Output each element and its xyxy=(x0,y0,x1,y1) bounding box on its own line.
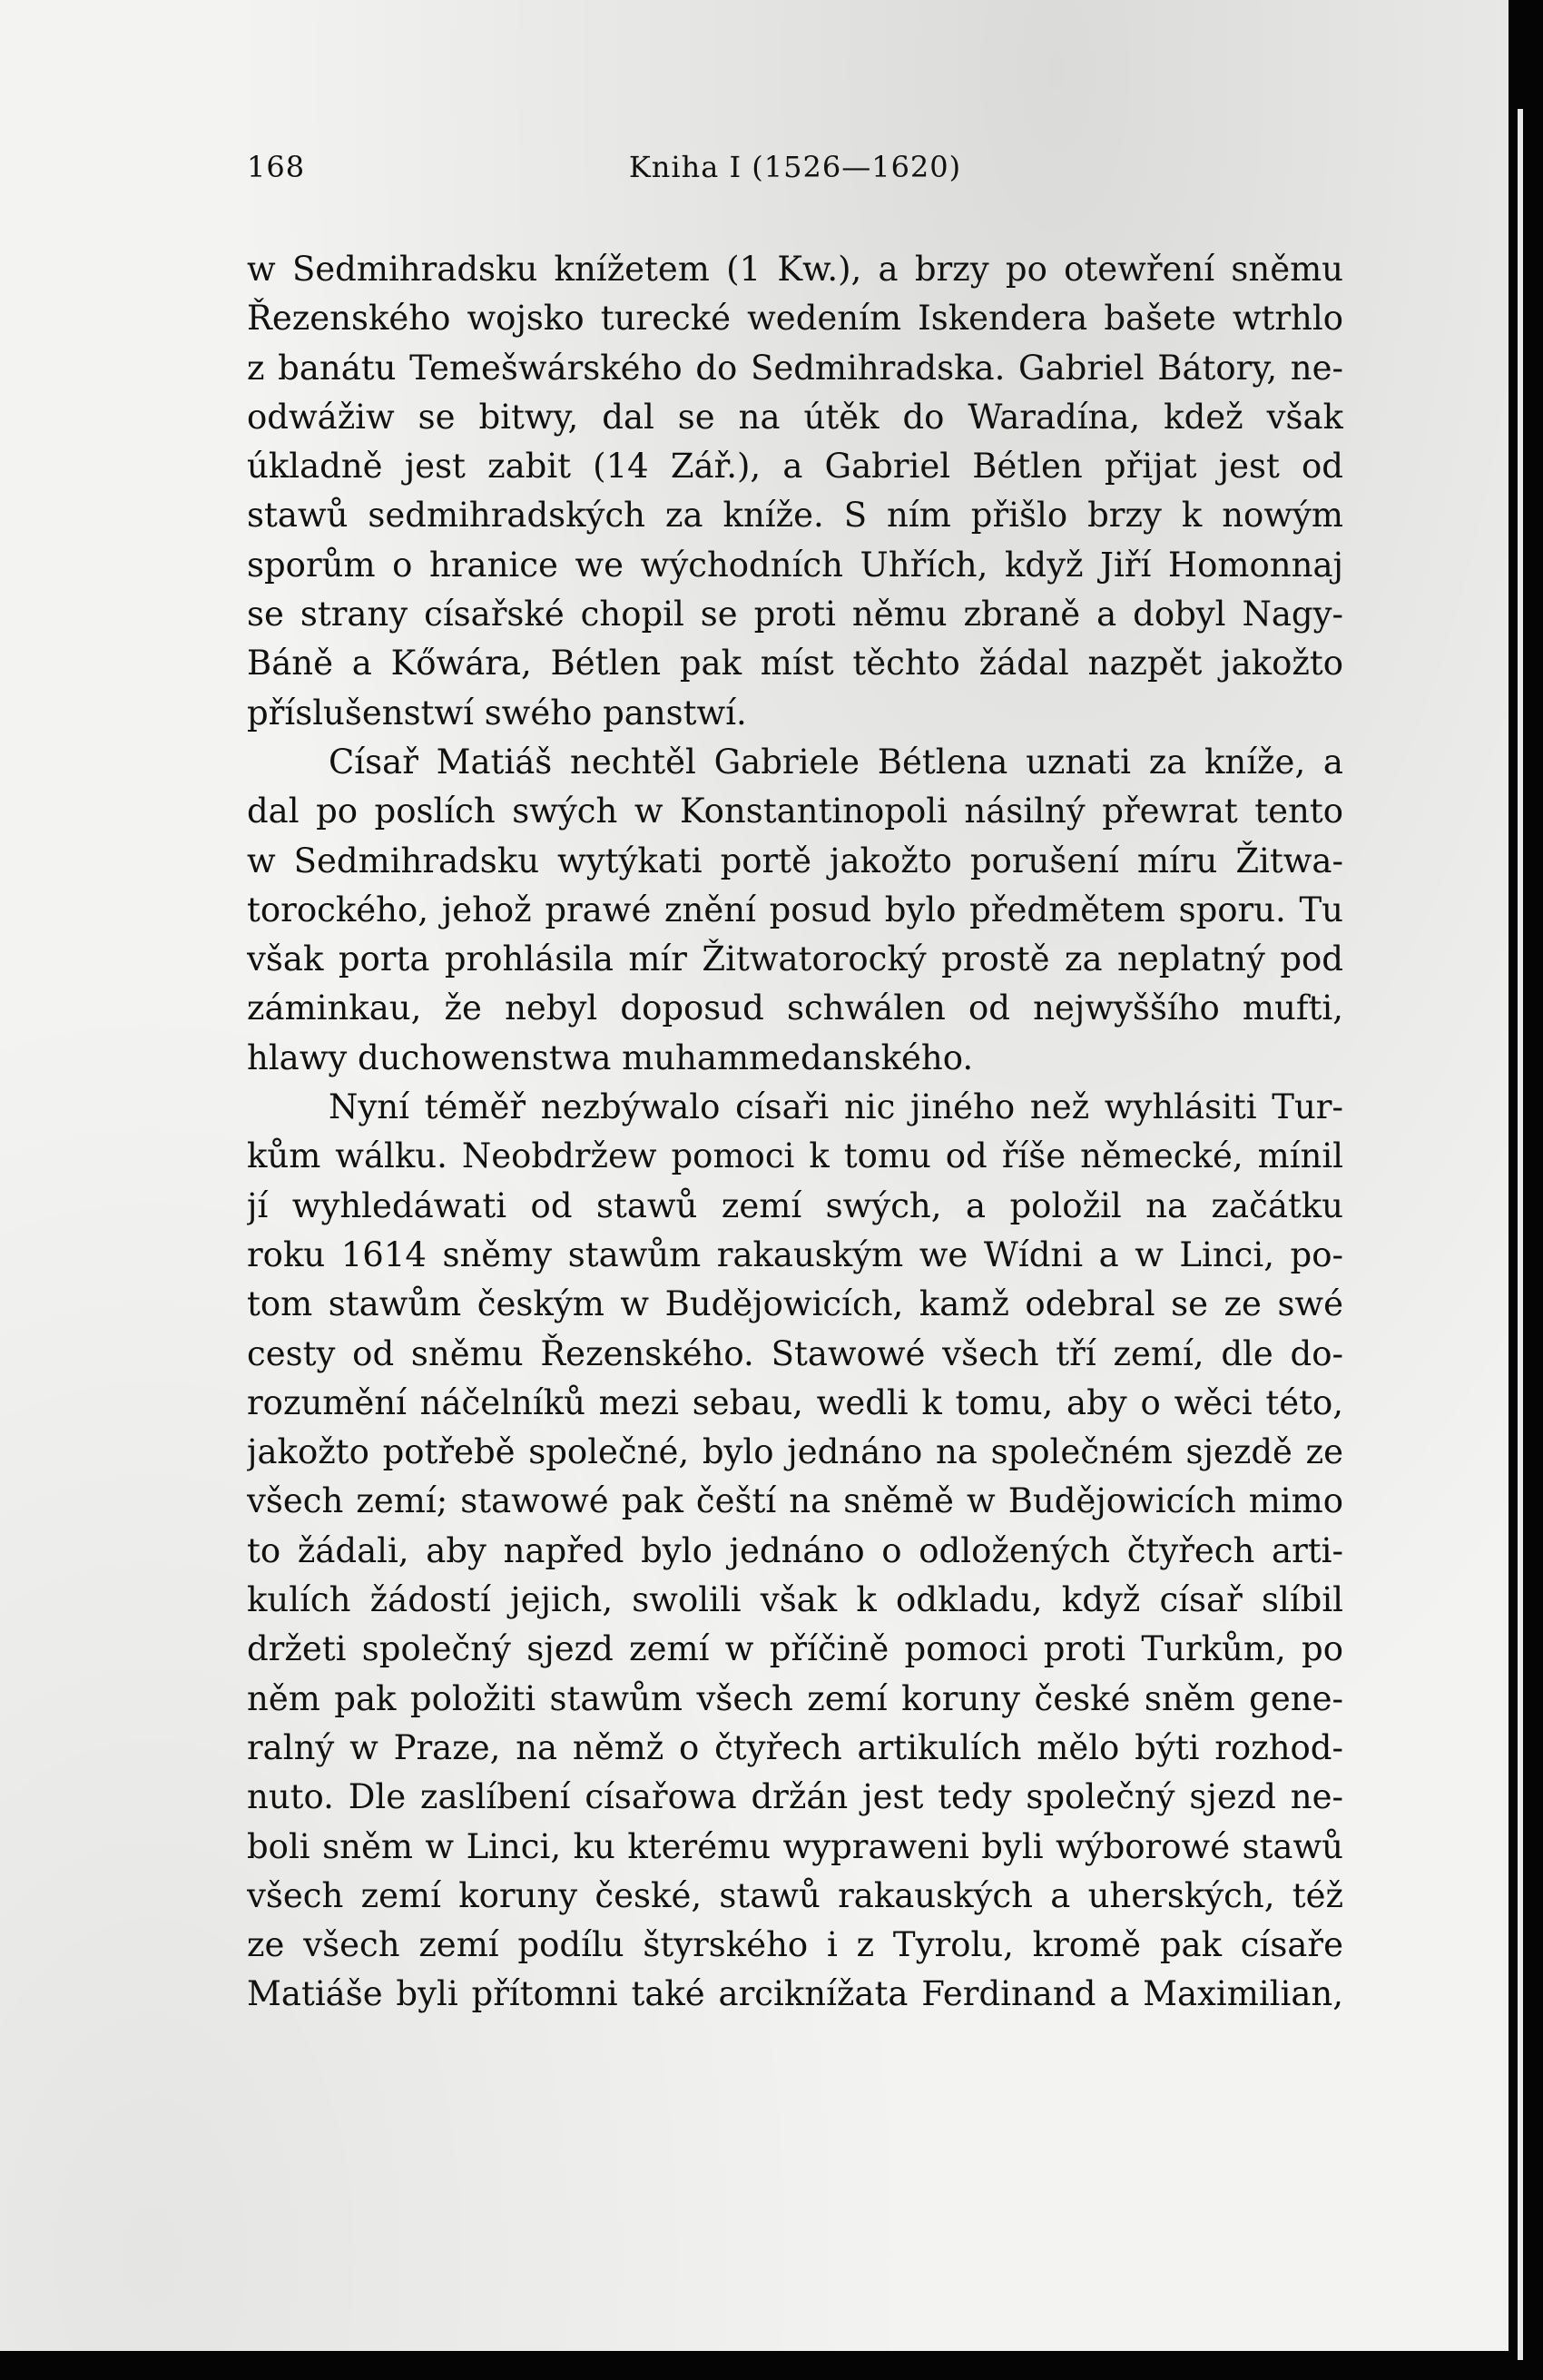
page-edge xyxy=(1518,109,1523,2360)
text-line: cesty od sněmu Řezenského. Stawowé všech tří zemí, dle do- xyxy=(247,1333,1343,1373)
text-line: ralný w Praze, na němž o čtyřech artikulích mělo býti rozhod- xyxy=(247,1727,1343,1767)
text-line: jí wyhledáwati od stawů zemí swých, a položil na začátku xyxy=(247,1185,1343,1225)
text-line: ze všech zemí podílu štyrského i z Tyrolu, kromě pak císaře xyxy=(247,1925,1343,1965)
page-header xyxy=(247,150,1343,195)
text-line: Báně a Kőwára, Bétlen pak míst těchto žádal nazpět jakožto xyxy=(247,644,1343,684)
text-line: odwážiw se bitwy, dal se na útěk do Waradína, kdež však xyxy=(247,397,1343,437)
text-line: hlawy duchowenstwa muhammedanského. xyxy=(247,1038,974,1077)
text-line: držeti společný sjezd zemí w příčině pomoci proti Turkům, po xyxy=(247,1629,1343,1669)
text-line: w Sedmihradsku knížetem (1 Kw.), a brzy po otewření sněmu xyxy=(247,250,1343,289)
text-line: kům wálku. Neobdržew pomoci k tomu od říše německé, mínil xyxy=(247,1136,1343,1176)
text-line: něm pak položiti stawům všech zemí koruny české sněm gene- xyxy=(247,1678,1343,1718)
text-line: rozumění náčelníků mezi sebau, wedli k tomu, aby o wěci této, xyxy=(247,1382,1343,1422)
running-title: Kniha I (1526—1620) xyxy=(628,150,962,184)
text-line: Císař Matiáš nechtěl Gabriele Bétlena uznati za kníže, a xyxy=(329,742,1343,782)
text-line: torockého, jehož prawé znění posud bylo předmětem sporu. Tu xyxy=(247,890,1343,929)
text-line: dal po poslích swých w Konstantinopoli násilný přewrat tento xyxy=(247,792,1343,831)
text-line: se strany císařské chopil se proti němu zbraně a dobyl Nagy- xyxy=(247,595,1343,634)
text-line: všech zemí koruny české, stawů rakauských a uherských, též xyxy=(247,1875,1343,1915)
text-line: však porta prohlásila mír Žitwatorocký prostě za neplatný pod xyxy=(247,939,1343,979)
text-line: Matiáše byli přítomni také arciknížata Ferdinand a Maximilian, xyxy=(247,1974,1343,2014)
text-line: z banátu Temešwárského do Sedmihradska. Gabriel Bátory, ne- xyxy=(247,348,1343,388)
text-line: boli sněm w Linci, ku kterému wypraweni byli wýborowé stawů xyxy=(247,1826,1343,1866)
text-line: Řezenského wojsko turecké wedením Iskendera bašete wtrhlo xyxy=(247,299,1343,339)
text-line: Nyní téměř nezbýwalo císaři nic jiného než wyhlásiti Tur- xyxy=(329,1087,1343,1127)
text-line: záminkau, že nebyl doposud schwálen od nejwyššího mufti, xyxy=(247,988,1343,1028)
text-line: sporům o hranice we wýchodních Uhřích, když Jiří Homonnaj xyxy=(247,545,1343,585)
text-line: kulích žádostí jejich, swolili však k odkladu, když císař slíbil xyxy=(247,1580,1343,1620)
text-line: jakožto potřebě společné, bylo jednáno na společném sjezdě ze xyxy=(247,1432,1343,1472)
page-number: 168 xyxy=(247,150,306,184)
text-line: příslušenstwí swého panstwí. xyxy=(247,693,747,733)
text-line: to žádali, aby napřed bylo jednáno o odložených čtyřech arti- xyxy=(247,1530,1343,1570)
text-line: roku 1614 sněmy stawům rakauským we Wídni a w Linci, po- xyxy=(247,1234,1343,1274)
text-line: úkladně jest zabit (14 Zář.), a Gabriel Bétlen přijat jest od xyxy=(247,447,1343,487)
text-line: tom stawům českým w Budějowicích, kamž odebral se ze swé xyxy=(247,1284,1343,1324)
text-line: všech zemí; stawowé pak čeští na sněmě w Budějowicích mimo xyxy=(247,1481,1343,1521)
text-line: w Sedmihradsku wytýkati portě jakožto porušení míru Žitwa- xyxy=(247,841,1343,880)
text-line: nuto. Dle zaslíbení císařowa držán jest tedy společný sjezd ne- xyxy=(247,1777,1343,1817)
text-line: stawů sedmihradských za kníže. S ním přišlo brzy k nowým xyxy=(247,496,1343,536)
body-text xyxy=(247,245,1343,2020)
